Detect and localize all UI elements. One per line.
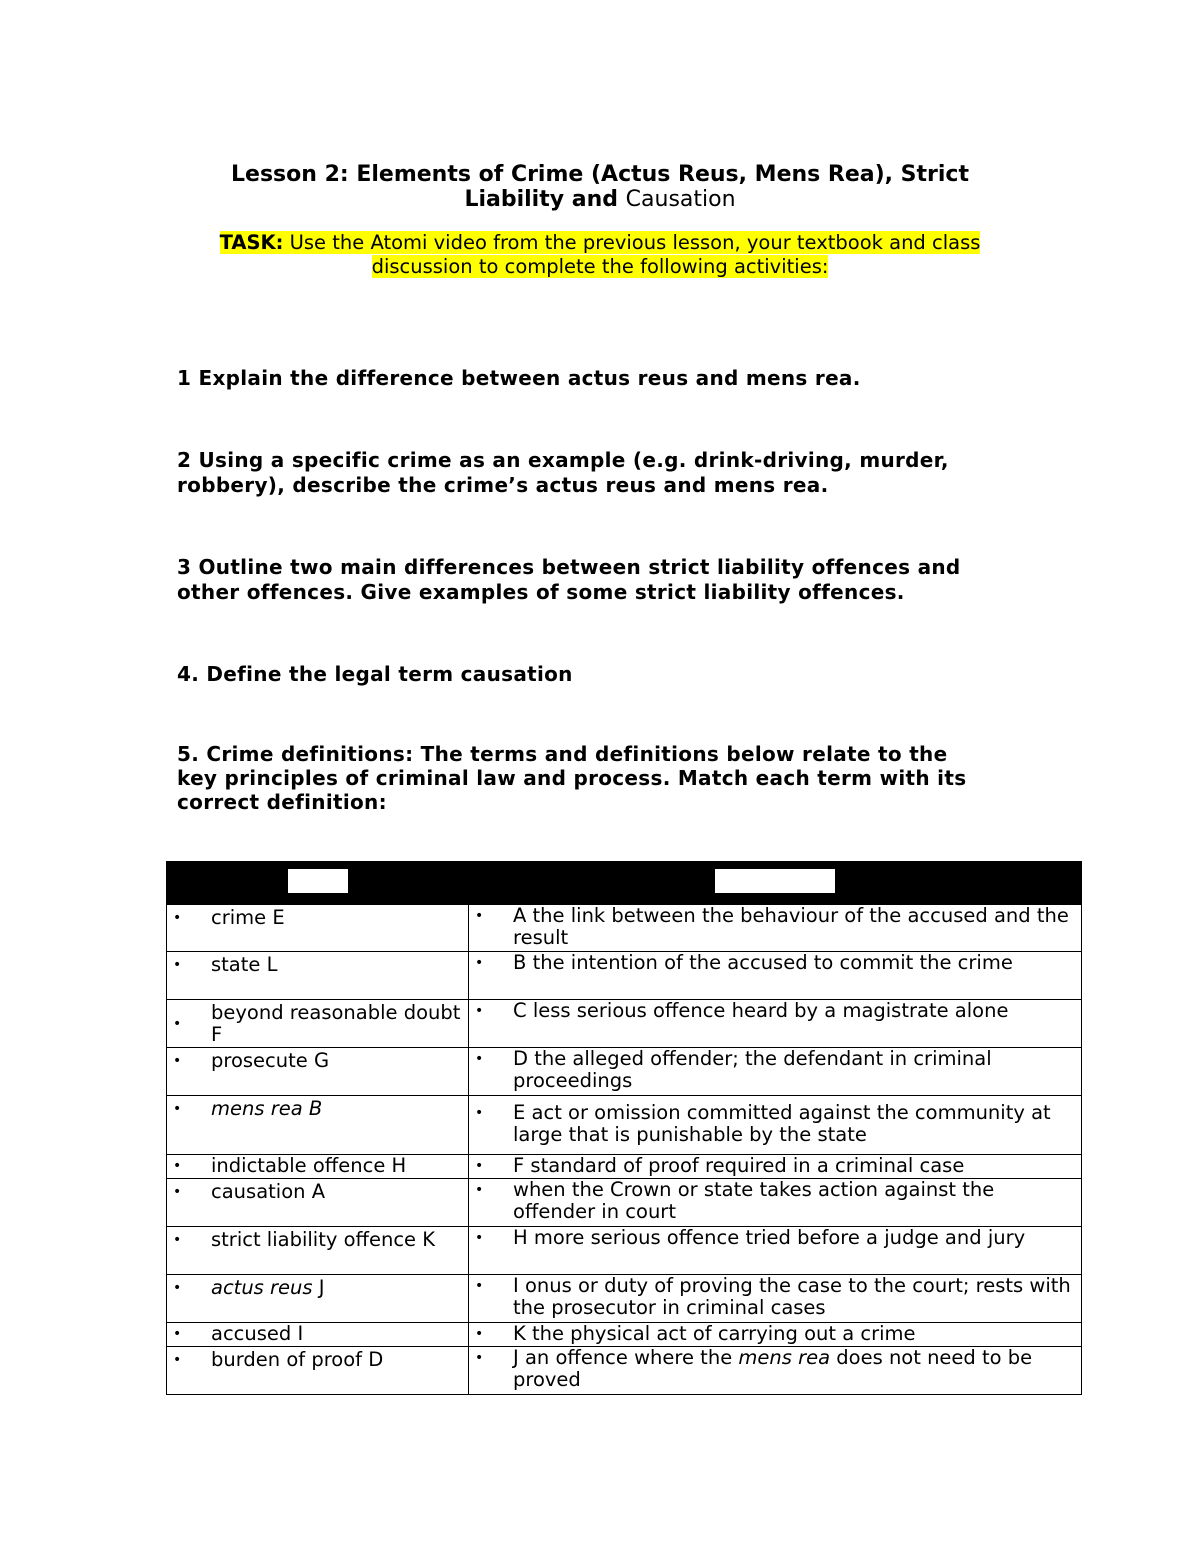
bullet-icon: • [173, 1016, 182, 1032]
table-row [167, 1347, 1082, 1395]
bullet-icon: • [475, 1326, 484, 1342]
bullet-icon: • [173, 957, 182, 973]
definition: I onus or duty of proving the case to the court; rests with the prosecutor in criminal cases [513, 1274, 1071, 1319]
table-header-row [167, 862, 1082, 905]
term: beyond reasonable doubt F [211, 1001, 461, 1046]
matching-table [166, 861, 1082, 1395]
term: strict liability offence K [211, 1228, 436, 1251]
table-row [167, 1155, 1082, 1179]
term: causation A [211, 1180, 326, 1203]
table-row [167, 1275, 1082, 1323]
definition: C less serious offence heard by a magistrate alone [513, 999, 1009, 1022]
table-row [167, 1048, 1082, 1096]
definition: K the physical act of carrying out a crime [513, 1322, 916, 1345]
bullet-icon: • [173, 910, 182, 926]
bullet-icon: • [475, 1182, 484, 1198]
definition: B the intention of the accused to commit the crime [513, 951, 1013, 974]
question-3: 3 Outline two main differences between strict liability offences and other offences. Give examples of some strict liability offences. [177, 555, 961, 604]
table-row [167, 952, 1082, 1000]
title-line-2 [0, 187, 1200, 212]
bullet-icon: • [173, 1232, 182, 1248]
task-label: TASK: [219, 231, 284, 254]
bullet-icon: • [475, 1158, 484, 1174]
term: crime E [211, 906, 285, 929]
question-2: 2 Using a specific crime as an example (e.g. drink-driving, murder, robbery), describe the crime’s actus reus and mens rea. [177, 448, 949, 497]
definition: J an offence where the mens rea does not need to be proved [513, 1346, 1033, 1391]
title-line-1: Lesson 2: Elements of Crime (Actus Reus, Mens Rea), Strict [231, 162, 969, 187]
title-line-2-plain: Causation [625, 187, 736, 212]
bullet-icon: • [475, 908, 484, 924]
definition-column-header [469, 862, 1082, 905]
bullet-icon: • [475, 1350, 484, 1366]
bullet-icon: • [475, 1105, 484, 1121]
bullet-icon: • [173, 1158, 182, 1174]
bullet-icon: • [475, 1230, 484, 1246]
table-row [167, 1096, 1082, 1155]
term: prosecute G [211, 1049, 330, 1072]
term: indictable offence H [211, 1154, 407, 1177]
bullet-icon: • [173, 1280, 182, 1296]
bullet-icon: • [173, 1101, 182, 1117]
term-column-header [167, 862, 469, 905]
bullet-icon: • [173, 1326, 182, 1342]
task-line-2: discussion to complete the following activities: [371, 255, 829, 278]
table-row [167, 905, 1082, 952]
bullet-icon: • [475, 1003, 484, 1019]
question-5: 5. Crime definitions: The terms and definitions below relate to the key principles of criminal law and process. Match each term with its correct definition: [177, 742, 967, 814]
term: burden of proof D [211, 1348, 384, 1371]
table-body [167, 905, 1082, 1395]
definition: H more serious offence tried before a judge and jury [513, 1226, 1026, 1249]
definition: A the link between the behaviour of the accused and the result [513, 904, 1069, 949]
term: actus reus J [211, 1276, 325, 1299]
definition: F standard of proof required in a criminal case [513, 1154, 965, 1177]
definition: when the Crown or state takes action against the offender in court [513, 1178, 995, 1223]
lesson-title [0, 162, 1200, 212]
term: accused I [211, 1322, 304, 1345]
table-row [167, 1227, 1082, 1275]
definition: D the alleged offender; the defendant in criminal proceedings [513, 1047, 992, 1092]
bullet-icon: • [173, 1352, 182, 1368]
table-row [167, 1323, 1082, 1347]
bullet-icon: • [173, 1184, 182, 1200]
task-instructions [0, 231, 1200, 279]
bullet-icon: • [475, 955, 484, 971]
table-row [167, 1000, 1082, 1048]
term: state L [211, 953, 278, 976]
bullet-icon: • [475, 1278, 484, 1294]
bullet-icon: • [173, 1053, 182, 1069]
term: mens rea B [211, 1097, 323, 1120]
question-1: 1 Explain the difference between actus reus and mens rea. [177, 366, 861, 390]
title-line-2-bold: Liability and [464, 187, 618, 212]
definition: E act or omission committed against the community at large that is punishable by the state [513, 1101, 1051, 1146]
task-line-1: TASK: Use the Atomi video from the previous lesson, your textbook and class [219, 231, 981, 254]
question-4: 4. Define the legal term causation [177, 662, 573, 686]
bullet-icon: • [475, 1051, 484, 1067]
table-row [167, 1179, 1082, 1227]
